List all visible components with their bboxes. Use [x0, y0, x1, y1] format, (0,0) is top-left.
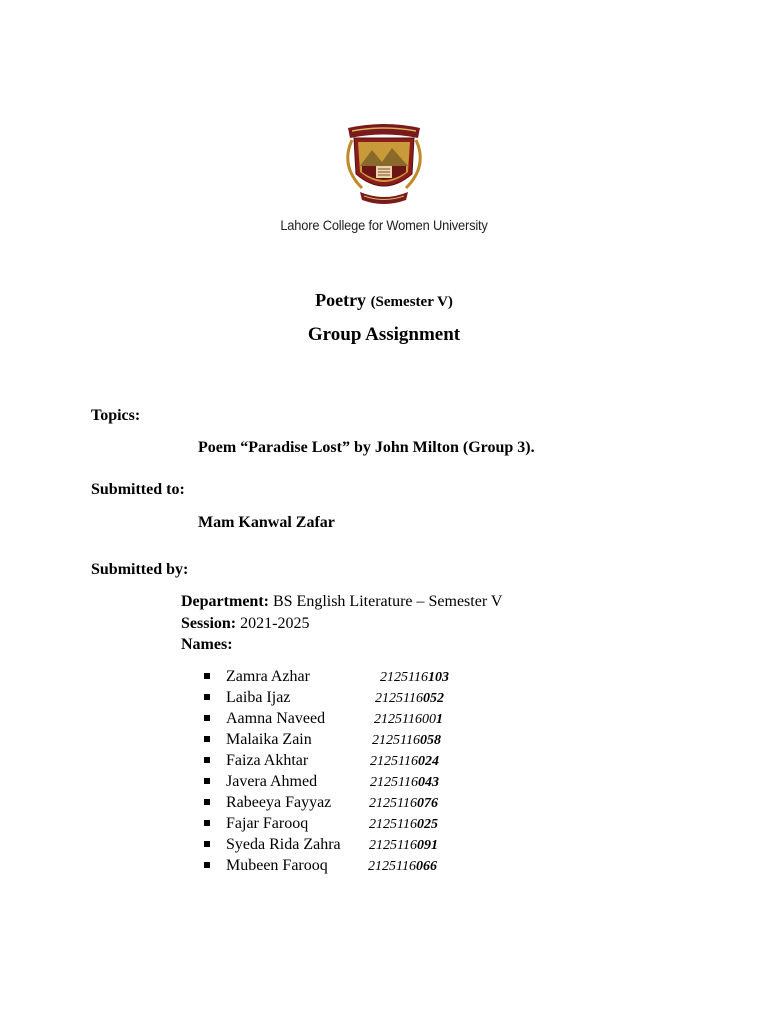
member-name: Laiba Ijaz [226, 689, 291, 706]
member-id: 2125116103 [380, 670, 449, 685]
bullet-icon [204, 820, 210, 826]
member-id: 2125116043 [370, 775, 439, 790]
university-logo [258, 122, 510, 242]
member-name: Syeda Rida Zahra [226, 836, 341, 853]
bullet-icon [204, 841, 210, 847]
member-id: 2125116058 [372, 733, 441, 748]
names-label: Names: [181, 636, 233, 653]
university-name: Lahore College for Women University [280, 217, 488, 233]
member-id: 2125116052 [375, 691, 444, 706]
member-id: 2125116025 [369, 817, 438, 832]
member-name: Zamra Azhar [226, 668, 310, 685]
department-label: Department: [181, 593, 269, 610]
bullet-icon [204, 736, 210, 742]
course-title [0, 290, 768, 311]
member-id: 2125116076 [369, 796, 438, 811]
member-name: Malaika Zain [226, 731, 312, 748]
bullet-icon [204, 673, 210, 679]
department-line [181, 593, 502, 611]
member-id: 2125116091 [369, 838, 438, 853]
member-id: 2125116066 [368, 859, 437, 874]
bullet-icon [204, 799, 210, 805]
submitted-to-value: Mam Kanwal Zafar [198, 514, 335, 531]
bullet-icon [204, 757, 210, 763]
bullet-icon [204, 862, 210, 868]
assignment-title: Group Assignment [307, 324, 461, 345]
submitted-by-label: Submitted by: [91, 561, 189, 578]
course-semester: (Semester V) [370, 294, 453, 310]
member-name: Fajar Farooq [226, 815, 309, 832]
member-name: Javera Ahmed [226, 773, 318, 790]
session-value: 2021-2025 [240, 615, 310, 632]
member-name: Rabeeya Fayyaz [226, 794, 332, 811]
session-line [181, 615, 309, 633]
bullet-icon [204, 694, 210, 700]
bullet-icon [204, 778, 210, 784]
university-crest-icon [332, 122, 436, 212]
member-name: Mubeen Farooq [226, 857, 328, 874]
department-value: BS English Literature – Semester V [272, 593, 503, 610]
topics-label: Topics: [91, 407, 141, 424]
submitted-to-label: Submitted to: [91, 481, 185, 498]
bullet-icon [204, 715, 210, 721]
topics-value: Poem “Paradise Lost” by John Milton (Group 3). [198, 439, 535, 456]
member-id: 2125116001 [374, 712, 443, 727]
member-name: Aamna Naveed [226, 710, 326, 727]
member-name: Faiza Akhtar [226, 752, 309, 769]
course-name: Poetry [315, 290, 367, 310]
session-label: Session: [181, 615, 237, 632]
member-id: 2125116024 [370, 754, 439, 769]
